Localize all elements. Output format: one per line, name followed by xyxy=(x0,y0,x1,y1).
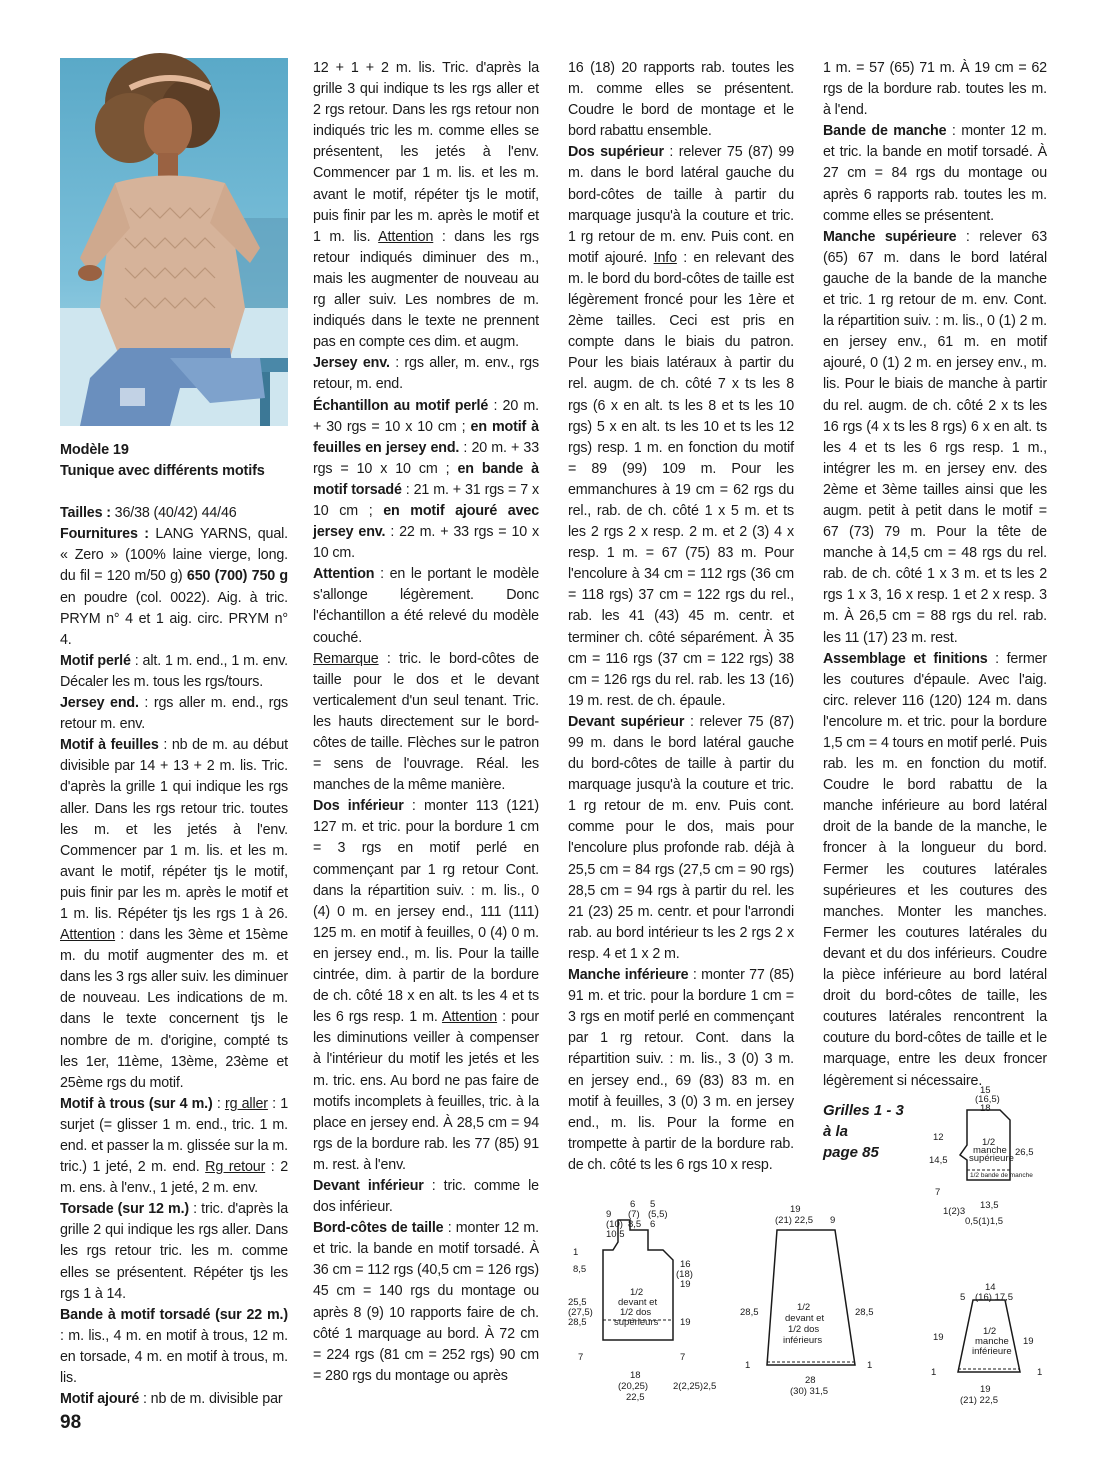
heading-run: Motif à trous (sur 4 m.) xyxy=(60,1095,213,1112)
label: manche xyxy=(975,1336,1009,1347)
paragraph xyxy=(60,1094,288,1199)
label: 1/2 xyxy=(797,1302,811,1313)
schematic-sleeve-upper xyxy=(925,1085,1055,1205)
model-photo-image xyxy=(60,58,288,426)
text-run: : monter 12 m. et tric. la bande en motif torsadé. À 36 cm = 112 rgs (40,5 cm = 126 rgs) 45 cm = 140 rgs du montage ou après 8 (9) 10 rapports faire de ch. côté 1 marquage au bord. À 72 cm = 224 rgs (81 cm = 252 rgs) 90 cm = 280 rgs du montage ou après xyxy=(313,1220,539,1384)
instruction-block xyxy=(60,503,288,1410)
text-run: LANG YARNS, qual. « Zero » (100% laine vierge, long. du fil = 120 m/50 g) xyxy=(60,526,289,585)
paragraph xyxy=(568,965,794,1176)
paragraph xyxy=(313,58,539,353)
text-run: : fermer les coutures d'épaule. Avec l'aig. circ. relever 116 (120) 124 m. dans l'encolure m. et tric. pour la bordure 1,5 cm = 4 tours en motif perlé. Puis rab. les m. en fonction du motif. Coudre le bord rabattu de la manche inférieure au bord latéral droit de la bande de la manche, le froncer à la longueur du bord. Fermer les coutures latérales supérieures et les coutures des manches. Monter les manches. Fermer les coutures latérales du devant et du dos inférieurs. Coudre la pièce inférieure au bord latéral droit du bord-côtes de taille, les coutures latérales rencontrent la couture du bord-côtes de taille et le marquage, entre les deux froncer légèrement si nécessaire. xyxy=(823,650,1047,1089)
dim: 1 xyxy=(745,1360,751,1371)
schematic-sleeve-lower xyxy=(925,1280,1055,1410)
schematic-sleeve-upper-bottom xyxy=(925,1200,1055,1230)
heading-run: Jersey end. xyxy=(60,695,139,712)
paragraph xyxy=(568,712,794,965)
grids-line: page 85 xyxy=(823,1144,879,1161)
dim: 6 xyxy=(650,1219,656,1230)
text-run: : tric. d'après la grille 2 qui indique les rgs aller. Dans les rgs retour tric. les m. comme elles se présentent. Répéter tjs les rgs 1 à 14. xyxy=(60,1201,288,1302)
paragraph xyxy=(313,1218,539,1387)
paragraph xyxy=(313,353,539,395)
label: 1/2 xyxy=(982,1137,996,1148)
label: 1/2 xyxy=(983,1326,997,1337)
heading-run: Motif ajouré xyxy=(60,1391,140,1408)
heading-run: Motif à feuilles xyxy=(60,737,159,754)
paragraph xyxy=(60,693,288,735)
text-run: 16 (18) 20 rapports rab. toutes les m. comme elles se présentent. Coudre le bord de montage et le bord rabattu ensemble. xyxy=(568,60,794,140)
dim: 5 xyxy=(650,1199,656,1210)
dim: (18) xyxy=(676,1269,693,1280)
text-run: : rgs aller, m. env., rgs retour, m. end. xyxy=(313,355,539,393)
dim: 19 xyxy=(1023,1336,1034,1347)
text-run: 36/38 (40/42) 44/46 xyxy=(110,505,237,522)
paragraph xyxy=(60,735,288,1094)
text-run: : xyxy=(212,1095,225,1112)
dim: 1 xyxy=(1037,1367,1043,1378)
text-column-3 xyxy=(568,58,794,1176)
dim: 14,5 xyxy=(929,1155,948,1166)
heading-run: Fournitures : xyxy=(60,526,149,543)
label: supérieurs xyxy=(614,1317,659,1328)
text-run: : en relevant des m. le bord du bord-côtes de taille est légèrement froncé pour les 1ère et 2ème tailles. Ceci est pris en compte dans le biais du patron. Pour les biais latéraux à partir du rel. augm. de ch. côté 7 x ts les 8 rgs (6 x en alt. ts les 8 et ts les 10 rgs) 5 x en alt. ts les 10 et ts les 12 rgs) resp. 1 m. en fonction du motif = 89 (99) 109 m. Pour les emmanchures à 19 cm = 62 rgs du rel., rab. de ch. côté 1 x 5 m. et ts les 2 rgs 2 x resp. 2 m. et 2 (3) 4 x resp. 1 m. = 67 (75) 83 m. Pour l'encolure à 34 cm = 112 rgs (36 cm = 118 rgs) 37 cm = 122 rgs du rel., rab. les 41 (43) 45 m. centr. et terminer ch. côté séparément. À 35 cm = 116 rgs (37 cm = 122 rgs) 38 cm = 126 rgs du rel. rab. les 13 (16) 19 m. rest. de ch. épaule. xyxy=(568,249,794,709)
heading-run: Torsade (sur 12 m.) xyxy=(60,1201,190,1218)
text-run: : 22 m. + 33 rgs = 10 x 10 cm. xyxy=(313,524,540,562)
text-run: 1 m. = 57 (65) 71 m. À 19 cm = 62 rgs de la bordure rab. toutes les m. à l'end. xyxy=(823,60,1047,119)
label: supérieure xyxy=(969,1153,1014,1164)
underlined-run: Rg retour xyxy=(205,1159,266,1176)
grids-reference xyxy=(823,1100,933,1163)
dim: (16) 17,5 xyxy=(975,1292,1014,1303)
dim: 28,5 xyxy=(568,1317,587,1328)
dim: 13,5 xyxy=(980,1200,999,1211)
text-run: : 21 m. + 31 rgs = 7 x 10 cm ; xyxy=(313,481,540,519)
dim: 28,5 xyxy=(855,1307,874,1318)
dim: 22,5 xyxy=(626,1392,645,1403)
text-run: : nb de m. divisible par xyxy=(139,1391,283,1408)
text-run: en poudre (col. 0022). Aig. à tric. PRYM n° 4 et 1 aig. circ. PRYM n° 4. xyxy=(60,589,288,648)
text-column-1 xyxy=(60,440,288,1410)
underlined-run: Info xyxy=(653,249,677,266)
dim: 28 xyxy=(805,1375,816,1386)
text-run: : monter 12 m. et tric. la bande en motif torsadé. À 27 cm = 84 rgs du montage ou après 6 rapports rab. toutes les m. comme elles se présentent. xyxy=(823,123,1047,224)
dim: 7 xyxy=(680,1352,686,1363)
dim: (16,5) xyxy=(975,1094,1000,1105)
dim: (20,25) xyxy=(618,1381,649,1392)
underlined-run: Attention xyxy=(60,927,116,944)
heading-run: Bande à motif torsadé (sur 22 m.) xyxy=(60,1306,288,1323)
label: devant et xyxy=(618,1297,658,1308)
dim: (5,5) xyxy=(648,1209,668,1220)
dim: 10,5 xyxy=(606,1229,625,1240)
paragraph xyxy=(313,396,539,565)
model-photo xyxy=(60,58,288,426)
heading-run: Motif perlé xyxy=(60,652,131,669)
paragraph xyxy=(313,649,539,797)
label: 1/2 dos xyxy=(620,1307,652,1318)
grids-line: à la xyxy=(823,1123,849,1140)
dim: 7 xyxy=(935,1187,941,1198)
text-run: : relever 63 (65) 67 m. dans le bord latéral gauche de la bande de la manche et tric. 1 rg retour de m. env. Cont. la répartition suiv. : m. lis., 0 (1) 2 m. en jersey env., 61 m. en motif ajouré, 0 (1) 2 m. en jersey env., m. lis. Pour le biais de manche à partir du rel. augm. de ch. côté 2 x ts les 16 rgs (4 x ts les 8 rgs) 6 x en alt. ts les 4 et ts les 6 rgs resp. 1 m., intégrer les m. en jersey env. des 2ème et 3ème tailles ainsi que les augm. petit à petit dans le motif = 67 (73) 79 m. Pour la tête de manche à 14,5 cm = 48 rgs du rel. rab. de ch. côté 1 x 3 m. et ts les 2 rgs 1 x 3, 16 x resp. 1 et 2 x resp. 3 m. À 26,5 cm = 88 rgs du rel. rab. les 11 (17) 23 m. rest. xyxy=(823,228,1047,646)
dim: 18 xyxy=(980,1103,991,1114)
dim: 12 xyxy=(933,1132,944,1143)
paragraph xyxy=(60,1199,288,1304)
text-run: : monter 113 (121) 127 m. et tric. pour la bordure 1 cm = 3 rgs en motif perlé en commençant par 1 rg retour Cont. dans la répartition suiv. : m. lis., 0 (4) 0 m. en jersey end., 111 (111) 125 m. en motif à feuilles, 0 (4) 0 m. en jersey end., m. lis. Pour la taille cintrée, dim. à partir de la bordure de ch. côté 18 x en alt. ts les 4 et ts les 6 rgs resp. 1 m. xyxy=(313,798,539,1026)
dim: 18 xyxy=(630,1370,641,1381)
dim: 5 xyxy=(960,1292,966,1303)
paragraph xyxy=(60,651,288,693)
paragraph xyxy=(823,121,1047,226)
heading-run: Tailles : xyxy=(60,505,111,522)
dim: 8,5 xyxy=(573,1264,587,1275)
heading-run: Devant inférieur xyxy=(313,1177,424,1194)
paragraph xyxy=(60,1305,288,1389)
label: 1/2 dos xyxy=(788,1324,820,1335)
text-run: : relever 75 (87) 99 m. dans le bord latéral gauche du bord-côtes de taille à partir du marquage jusqu'à la couture et tric. 1 rg retour de m. env. Puis cont. comme pour le dos, mais pour l'encolure plus profonde rab. déjà à 25,5 cm = 84 rgs (27,5 cm = 90 rgs) 28,5 cm = 94 rgs à partir du rel. les 21 (23) 25 m. centr. et pour l'arrondi rab. au bord intérieur ts les 2 rgs 2 x resp. 4 et 1 x 2 m. xyxy=(568,713,794,962)
heading-run: 650 (700) 750 g xyxy=(186,568,289,585)
heading-run: Échantillon au motif perlé xyxy=(313,397,489,414)
dim: 6 xyxy=(630,1199,636,1210)
heading-run: Dos supérieur xyxy=(568,144,664,161)
dim: 26,5 xyxy=(1015,1147,1034,1158)
dim: 19 xyxy=(680,1317,691,1328)
dim: 1 xyxy=(867,1360,873,1371)
paragraph xyxy=(60,524,288,651)
heading-run: Manche inférieure xyxy=(568,967,689,984)
dim: 1 xyxy=(931,1367,937,1378)
text-run: : alt. 1 m. end., 1 m. env. Décaler les m. tous les rgs/tours. xyxy=(60,652,288,690)
dim: 2(2,25)2,5 xyxy=(673,1381,717,1392)
dim: 28,5 xyxy=(740,1307,759,1318)
dim: (21) 22,5 xyxy=(960,1395,999,1406)
text-run: : 1 surjet (= glisser 1 m. end., tric. 1 m. end. et passer la m. glissée sur la m. tric.) 1 jeté, 2 m. end. xyxy=(60,1095,289,1176)
heading-run: Dos inférieur xyxy=(313,798,404,815)
heading-run: Jersey env. xyxy=(313,355,390,372)
dim: 19 xyxy=(933,1332,944,1343)
dim: 7 xyxy=(578,1352,584,1363)
paragraph xyxy=(313,796,539,1176)
text-run: : tric. comme le dos inférieur. xyxy=(313,1177,539,1216)
text-run: : tric. le bord-côtes de taille pour le dos et le devant verticalement d'un seul tenant. Tric. les hauts directement sur le bord-côtes de taille. Flèches sur le patron = sens de l'ouvrage. Réal. les manches de la même manière. xyxy=(313,650,539,794)
label: inférieurs xyxy=(783,1335,823,1346)
paragraph xyxy=(823,58,1047,121)
schematic-upper-body xyxy=(568,1199,717,1410)
band-label: 1/2 bande de manche xyxy=(970,1172,1033,1179)
dim: (27,5) xyxy=(568,1307,593,1318)
text-column-4 xyxy=(823,58,1047,1092)
dim: 19 xyxy=(680,1279,691,1290)
underlined-run: Remarque xyxy=(313,650,379,667)
paragraph xyxy=(60,503,288,524)
dim: 15 xyxy=(980,1085,991,1096)
text-run: : m. lis., 4 m. en motif à trous, 12 m. en torsade, 4 m. en motif à trous, m. lis. xyxy=(60,1327,288,1387)
heading-run: Attention xyxy=(313,566,375,583)
heading-run: en bande à motif torsadé xyxy=(313,460,539,498)
dim: 19 xyxy=(790,1204,801,1215)
dim: 1 xyxy=(573,1247,579,1258)
dim: (21) 22,5 xyxy=(775,1215,814,1226)
label: 1/2 xyxy=(630,1287,644,1298)
model-title: Tunique avec différents motifs xyxy=(60,463,265,480)
paragraph xyxy=(313,1176,539,1218)
label: inférieure xyxy=(972,1346,1012,1357)
text-run: 12 + 1 + 2 m. lis. Tric. d'après la grille 3 qui indique ts les rgs aller et 2 rgs retour. Dans les rgs retour non indiqués tric les m. comme elles se présentent, les jetés à l'env. Commencer par 1 m. lis. et les m. avant le motif, répéter tjs le motif, puis finir par les m. après le motif et 1 m. lis. xyxy=(313,60,539,245)
dim: 1(2)3 xyxy=(943,1206,966,1217)
paragraph xyxy=(60,1389,288,1410)
paragraph xyxy=(313,564,539,648)
heading-run: Devant supérieur xyxy=(568,713,685,730)
heading-run: Manche supérieure xyxy=(823,228,957,245)
text-run: : 2 m. ens. à l'env., 1 jeté, 2 m. env. xyxy=(60,1159,289,1197)
dim: 19 xyxy=(980,1384,991,1395)
underlined-run: rg aller xyxy=(224,1095,268,1112)
paragraph xyxy=(568,142,794,712)
heading-run: Bord-côtes de taille xyxy=(313,1220,444,1237)
dim: (30) 31,5 xyxy=(790,1386,829,1397)
label: manche xyxy=(973,1145,1007,1156)
paragraph xyxy=(823,649,1047,1092)
dim: 0,5(1)1,5 xyxy=(965,1216,1004,1227)
dim: 14 xyxy=(985,1282,996,1293)
dim: 25,5 xyxy=(568,1297,587,1308)
text-run: : monter 77 (85) 91 m. et tric. pour la bordure 1 cm = 3 rgs en motif perlé en commençant par 1 rg retour. Cont. dans la répartition suiv. : m. lis., 3 (0) 3 m. en jersey end., 69 (83) 83 m. en motif à feuilles, 3 (0) 3 m. en jersey end., m. lis. Pour la forme en trompette à partir de la bordure rab. de ch. côté ts les 6 rgs 10 x resp. xyxy=(568,967,794,1173)
heading-run: en motif à feuilles en jersey end. xyxy=(313,418,539,456)
dim: (10) xyxy=(606,1219,623,1230)
dim: 8,5 xyxy=(628,1219,642,1230)
underlined-run: Attention xyxy=(441,1009,498,1026)
heading-run: en motif ajouré avec jersey env. xyxy=(313,502,539,541)
dim: (7) xyxy=(628,1209,640,1220)
dim: 9 xyxy=(606,1209,612,1220)
text-run: : nb de m. au début divisible par 14 + 13 + 2 m. lis. Tric. d'après la grille 1 qui indique les rgs aller. Dans les rgs retour tric. toutes les m. et les jetés à l'env. Commencer par 1 m. lis. et les m. avant le motif, répéter tjs le motif, puis finir par les m. après le motif et 1 m. lis. Répéter tjs les rgs 1 à 26. xyxy=(60,737,289,922)
grids-line: Grilles 1 - 3 xyxy=(823,1102,904,1119)
schematic-lower-body xyxy=(735,1200,895,1400)
text-run: : dans les 3ème et 15ème m. du motif augmenter des m. et dans les 3 rgs aller suiv. les diminuer de nouveau. Les indications de m. dans le texte concernent tjs le nombre de m. d'origine, compté ts les 1er, 11ème, 13ème, 23ème et 25ème rgs du motif. xyxy=(60,927,288,1091)
text-column-2 xyxy=(313,58,539,1387)
text-run: : en le portant le modèle s'allonge légèrement. Donc l'échantillon a été relevé du modèle couché. xyxy=(313,566,539,646)
text-run: : pour les diminutions veiller à compenser à l'intérieur du motif les jetés et les m. tric. ens. Au bord ne pas faire de motifs incomplets à feuilles, tric. à la place en jersey end. À 28,5 cm = 94 rgs de la bordure rab. les 77 (85) 91 m. rest. à l'env. xyxy=(313,1009,539,1173)
text-run: : 20 m. + 30 rgs = 10 x 10 cm ; xyxy=(313,397,539,435)
page-number: 98 xyxy=(60,1412,82,1433)
text-run: : dans les rgs retour indiqués diminuer des m., mais les augmenter de nouveau au rg aller suiv. Les nombres de m. indiqués dans le texte ne prennent pas en compte ces dim. et augm. xyxy=(313,228,539,351)
paragraph xyxy=(568,58,794,142)
heading-run: Assemblage et finitions xyxy=(823,650,988,667)
dim: 9 xyxy=(830,1215,836,1226)
model-number: Modèle 19 xyxy=(60,442,129,458)
dim: 16 xyxy=(680,1259,691,1270)
text-run: : rgs aller m. end., rgs retour m. env. xyxy=(60,695,288,733)
underlined-run: Attention xyxy=(378,228,434,245)
paragraph xyxy=(823,227,1047,649)
text-run: : 20 m. + 33 rgs = 10 x 10 cm ; xyxy=(313,439,539,477)
heading-run: Bande de manche xyxy=(823,123,947,140)
text-run: : relever 75 (87) 99 m. dans le bord latéral gauche du bord-côtes de taille à partir du marquage jusqu'à la couture et tric. 1 rg retour de m. env. Puis cont. en motif ajouré. xyxy=(568,144,794,266)
label: devant et xyxy=(785,1313,825,1324)
